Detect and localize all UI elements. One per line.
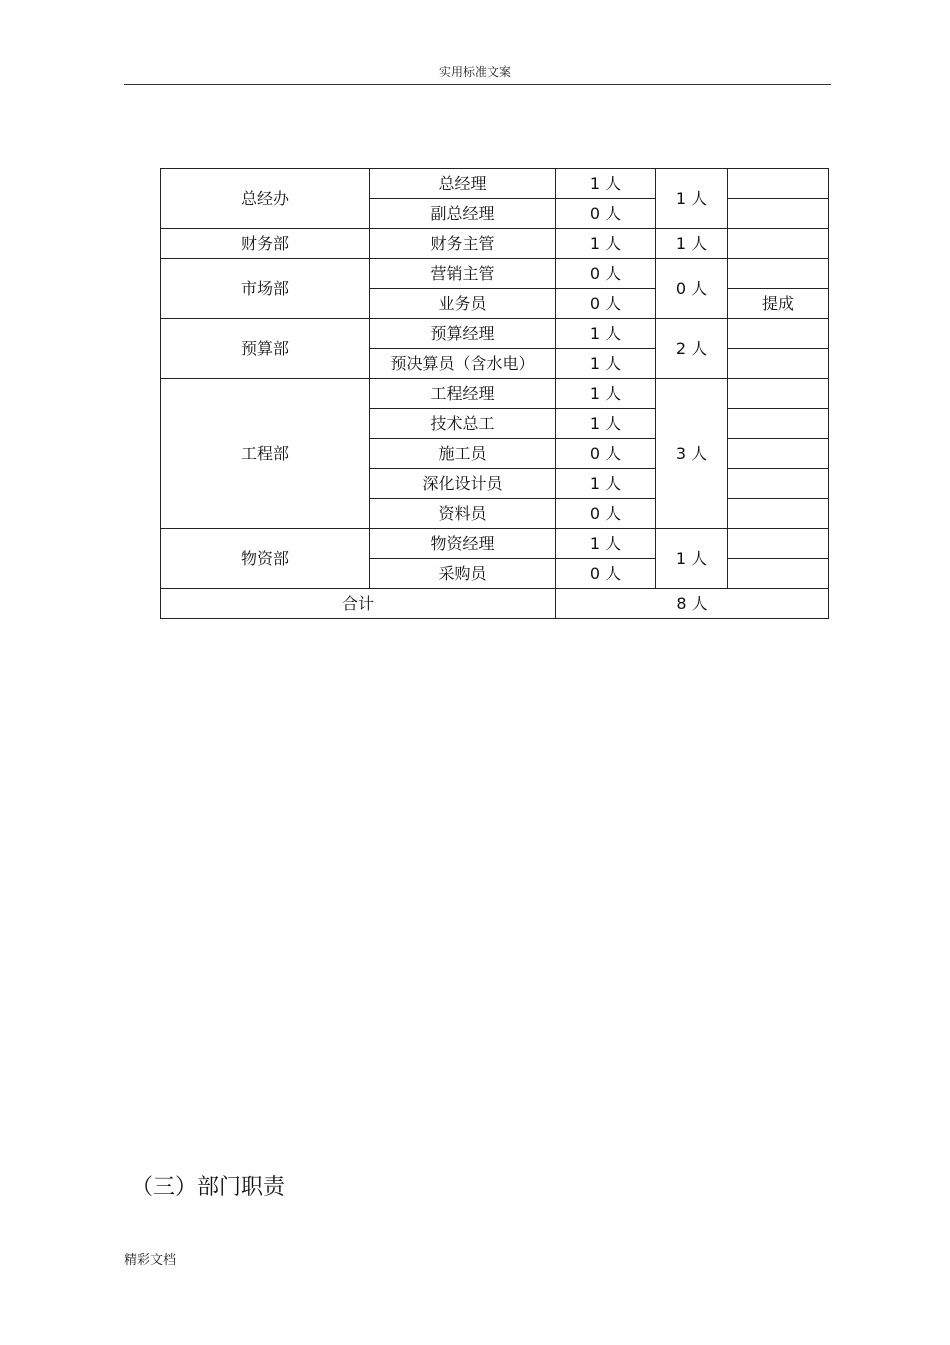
dept-total-cell: 1 人 bbox=[656, 529, 728, 589]
position-cell: 资料员 bbox=[370, 499, 556, 529]
count-cell: 1 人 bbox=[556, 349, 656, 379]
note-cell bbox=[728, 169, 829, 199]
header-rule bbox=[124, 84, 831, 85]
position-cell: 采购员 bbox=[370, 559, 556, 589]
note-cell bbox=[728, 439, 829, 469]
position-cell: 预决算员（含水电） bbox=[370, 349, 556, 379]
position-cell: 预算经理 bbox=[370, 319, 556, 349]
note-cell bbox=[728, 559, 829, 589]
note-cell bbox=[728, 469, 829, 499]
position-cell: 财务主管 bbox=[370, 229, 556, 259]
page-footer-text: 精彩文档 bbox=[124, 1253, 177, 1268]
note-cell bbox=[728, 229, 829, 259]
staffing-table bbox=[160, 168, 829, 619]
table-row bbox=[161, 529, 829, 559]
position-cell: 工程经理 bbox=[370, 379, 556, 409]
count-cell: 1 人 bbox=[556, 469, 656, 499]
table-row bbox=[161, 169, 829, 199]
count-cell: 1 人 bbox=[556, 379, 656, 409]
department-cell: 财务部 bbox=[161, 229, 370, 259]
dept-total-cell: 1 人 bbox=[656, 229, 728, 259]
note-cell bbox=[728, 349, 829, 379]
position-cell: 施工员 bbox=[370, 439, 556, 469]
department-cell: 预算部 bbox=[161, 319, 370, 379]
dept-total-cell: 1 人 bbox=[656, 169, 728, 229]
note-cell bbox=[728, 379, 829, 409]
count-cell: 0 人 bbox=[556, 439, 656, 469]
count-cell: 1 人 bbox=[556, 319, 656, 349]
note-cell bbox=[728, 259, 829, 289]
table-row bbox=[161, 319, 829, 349]
position-cell: 总经理 bbox=[370, 169, 556, 199]
count-cell: 0 人 bbox=[556, 259, 656, 289]
total-value-cell: 8 人 bbox=[556, 589, 829, 619]
department-cell: 市场部 bbox=[161, 259, 370, 319]
department-cell: 工程部 bbox=[161, 379, 370, 529]
count-cell: 0 人 bbox=[556, 199, 656, 229]
note-cell bbox=[728, 499, 829, 529]
page-header-title: 实用标准文案 bbox=[438, 65, 511, 79]
dept-total-cell: 3 人 bbox=[656, 379, 728, 529]
count-cell: 1 人 bbox=[556, 169, 656, 199]
position-cell: 物资经理 bbox=[370, 529, 556, 559]
section-title: （三）部门职责 bbox=[131, 1175, 286, 1200]
dept-total-cell: 0 人 bbox=[656, 259, 728, 319]
position-cell: 技术总工 bbox=[370, 409, 556, 439]
position-cell: 业务员 bbox=[370, 289, 556, 319]
count-cell: 0 人 bbox=[556, 289, 656, 319]
count-cell: 0 人 bbox=[556, 499, 656, 529]
position-cell: 副总经理 bbox=[370, 199, 556, 229]
note-cell bbox=[728, 409, 829, 439]
count-cell: 0 人 bbox=[556, 559, 656, 589]
position-cell: 深化设计员 bbox=[370, 469, 556, 499]
department-cell: 物资部 bbox=[161, 529, 370, 589]
count-cell: 1 人 bbox=[556, 229, 656, 259]
department-cell: 总经办 bbox=[161, 169, 370, 229]
table-row bbox=[161, 379, 829, 409]
note-cell bbox=[728, 319, 829, 349]
note-cell bbox=[728, 529, 829, 559]
total-label-cell: 合计 bbox=[161, 589, 556, 619]
dept-total-cell: 2 人 bbox=[656, 319, 728, 379]
note-cell: 提成 bbox=[728, 289, 829, 319]
position-cell: 营销主管 bbox=[370, 259, 556, 289]
count-cell: 1 人 bbox=[556, 409, 656, 439]
table-row-total bbox=[161, 589, 829, 619]
table-row bbox=[161, 229, 829, 259]
table-row bbox=[161, 259, 829, 289]
note-cell bbox=[728, 199, 829, 229]
count-cell: 1 人 bbox=[556, 529, 656, 559]
